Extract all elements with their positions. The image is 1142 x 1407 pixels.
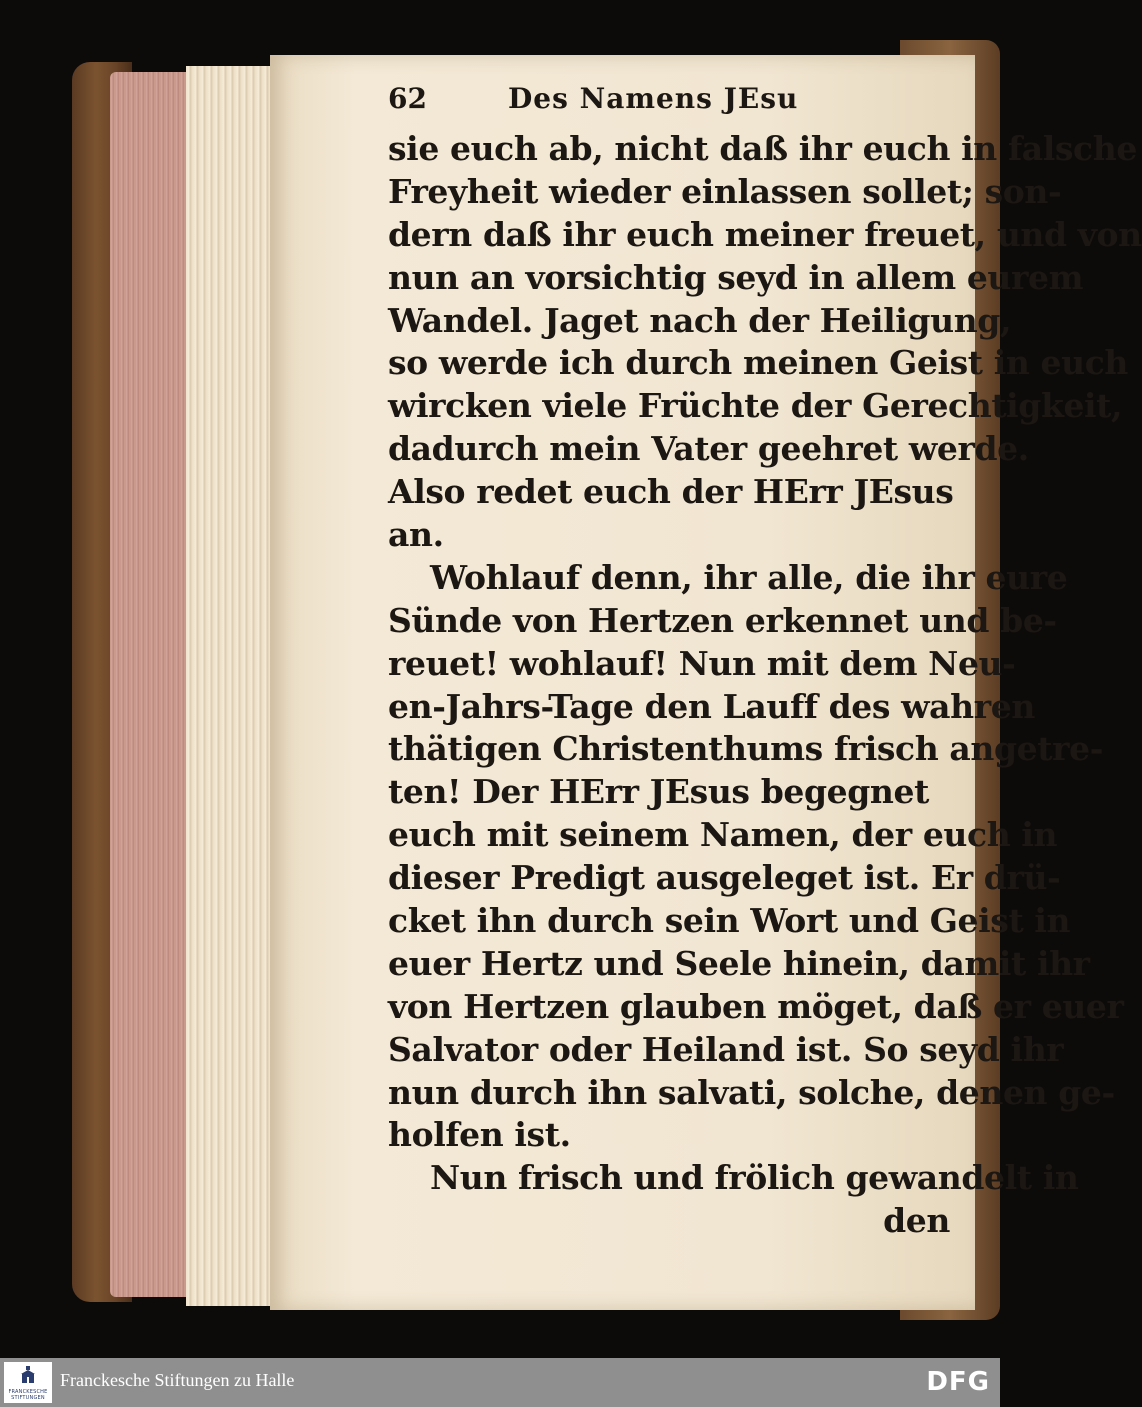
text-line: von Hertzen glauben möget, daß er euer (388, 986, 1124, 1026)
text-line: Salvator oder Heiland ist. So seyd ihr (388, 1029, 1064, 1069)
viewer-footer (0, 1358, 1000, 1407)
page-text-block (388, 82, 1142, 1243)
text-line: Freyheit wieder einlassen sollet; son- (388, 171, 1062, 211)
text-line: nun an vorsichtig seyd in allem eurem (388, 257, 1084, 297)
text-line: ten! Der HErr JEsus begegnet (388, 772, 929, 812)
institution-name[interactable]: Franckesche Stiftungen zu Halle (60, 1370, 295, 1390)
page-number: 62 (388, 82, 427, 115)
text-line: dadurch mein Vater geehret werde. (388, 429, 1029, 469)
text-line: Wandel. Jaget nach der Heiligung, (388, 300, 1012, 340)
text-line: an. (388, 515, 444, 555)
text-line: Sünde von Hertzen erkennet und be- (388, 600, 1057, 640)
text-line: thätigen Christenthums frisch angetre- (388, 729, 1103, 769)
text-line: cket ihn durch sein Wort und Geist in (388, 901, 1071, 941)
catchword: den (883, 1201, 950, 1241)
dfg-logo[interactable]: DFG (926, 1367, 990, 1397)
building-icon (20, 1366, 36, 1384)
text-line: wircken viele Früchte der Gerechtigkeit, (388, 386, 1123, 426)
page-header (388, 82, 950, 128)
text-line: en-Jahrs-Tage den Lauff des wahren (388, 686, 1035, 726)
text-line: so werde ich durch meinen Geist in euch (388, 343, 1129, 383)
institution-logo[interactable] (4, 1362, 52, 1403)
text-line: euer Hertz und Seele hinein, damit ihr (388, 943, 1090, 983)
page-fore-edge (110, 72, 190, 1297)
text-line: sie euch ab, nicht daß ihr euch in falsche (388, 129, 1137, 168)
text-line: euch mit seinem Namen, der euch in (388, 815, 1058, 855)
text-line: dern daß ihr euch meiner freuet, und von (388, 214, 1142, 254)
text-line: Also redet euch der HErr JEsus (388, 472, 954, 512)
text-line: dieser Predigt ausgeleget ist. Er drü- (388, 858, 1061, 898)
logo-label: FRANCKESCHE STIFTUNGEN (8, 1389, 48, 1401)
running-head: Des Namens JEsu (508, 82, 799, 115)
text-line: Wohlauf denn, ihr alle, die ihr eure (430, 557, 1068, 597)
text-line: nun durch ihn salvati, solche, denen ge- (388, 1072, 1115, 1112)
text-line: reuet! wohlauf! Nun mit dem Neu- (388, 643, 1016, 683)
text-line: Nun frisch und frölich gewandelt in (430, 1158, 1079, 1198)
page-stack (186, 66, 282, 1306)
text-line: holfen ist. (388, 1115, 571, 1155)
